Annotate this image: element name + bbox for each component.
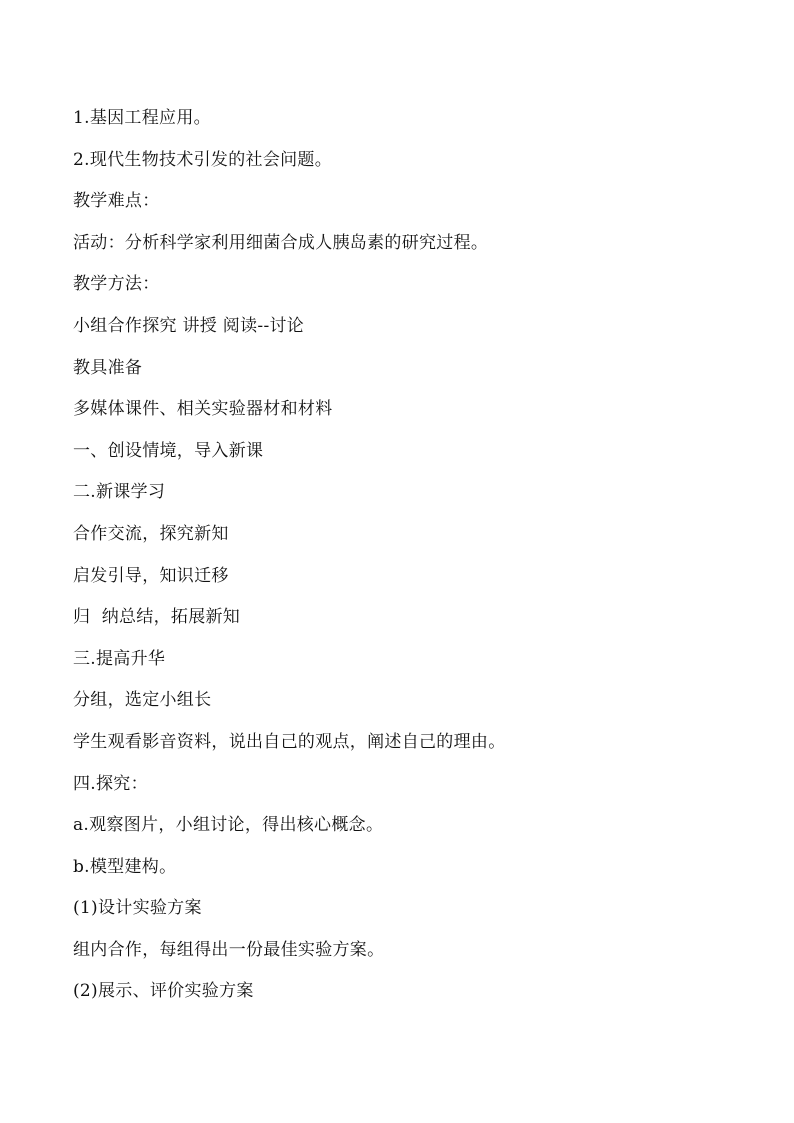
text-line: b.模型建构。 bbox=[73, 856, 177, 877]
section-heading: 教具准备 bbox=[73, 357, 143, 378]
text-line: (1)设计实验方案 bbox=[73, 898, 202, 919]
text-line: 学生观看影音资料，说出自己的观点，阐述自己的理由。 bbox=[73, 731, 506, 752]
text-line: 2.现代生物技术引发的社会问题。 bbox=[73, 149, 333, 170]
text-line: a.观察图片，小组讨论，得出核心概念。 bbox=[73, 815, 384, 836]
section-heading: 三.提高升华 bbox=[73, 648, 166, 669]
text-line: 分组，选定小组长 bbox=[73, 690, 212, 711]
text-line: (2)展示、评价实验方案 bbox=[73, 981, 254, 1002]
text-line: 1.基因工程应用。 bbox=[73, 108, 211, 128]
text-line: 启发引导，知识迁移 bbox=[73, 565, 229, 586]
section-heading: 教学方法： bbox=[73, 274, 160, 295]
text-line: 组内合作，每组得出一份最佳实验方案。 bbox=[73, 939, 385, 960]
section-heading: 二.新课学习 bbox=[73, 482, 166, 503]
text-line: 活动：分析科学家利用细菌合成人胰岛素的研究过程。 bbox=[73, 232, 489, 253]
section-heading: 一、创设情境，导入新课 bbox=[73, 440, 264, 461]
text-line: 合作交流，探究新知 bbox=[73, 523, 229, 544]
section-heading: 教学难点： bbox=[73, 191, 160, 212]
section-heading: 四.探究： bbox=[73, 773, 148, 794]
text-line: 归 纳总结，拓展新知 bbox=[73, 607, 241, 628]
text-line: 多媒体课件、相关实验器材和材料 bbox=[73, 399, 333, 420]
document-body bbox=[73, 104, 733, 1019]
text-line: 小组合作探究 讲授 阅读--讨论 bbox=[73, 315, 305, 336]
